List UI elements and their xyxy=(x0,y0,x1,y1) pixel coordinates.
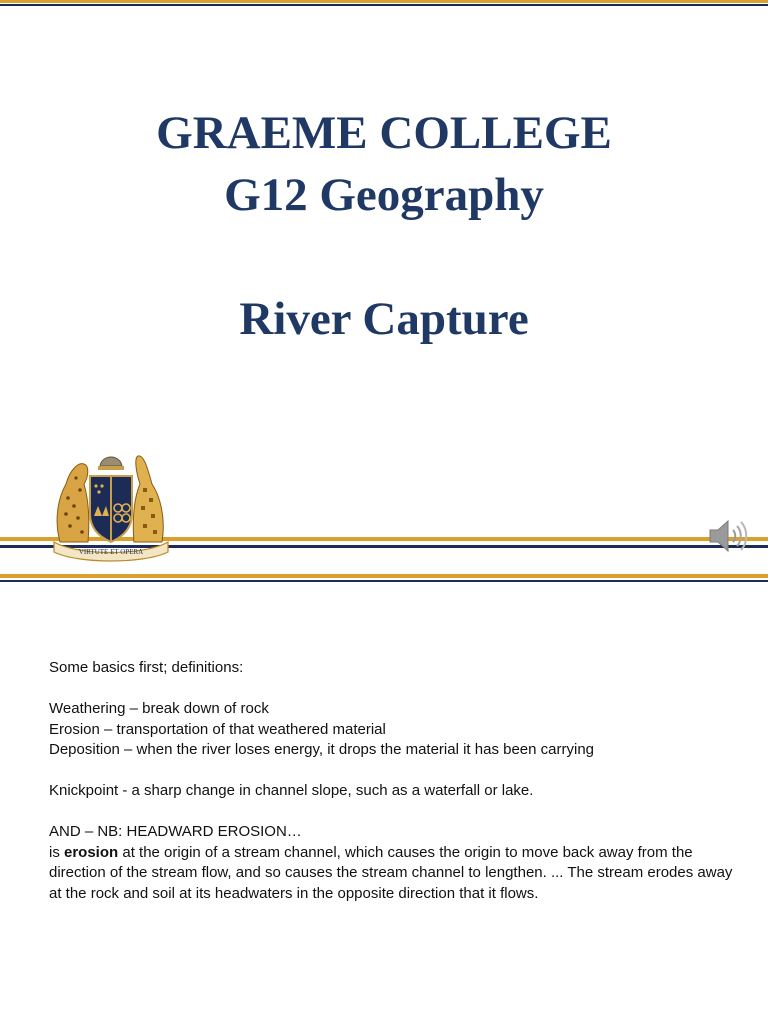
notes-intro: Some basics first; definitions: xyxy=(49,659,244,676)
speaker-icon[interactable] xyxy=(706,516,748,556)
bottom-gold-rule xyxy=(0,574,768,578)
top-navy-rule xyxy=(0,4,768,6)
slide-notes xyxy=(49,658,749,904)
slide-title: GRAEME COLLEGE xyxy=(156,107,612,159)
slide-course: G12 Geography xyxy=(224,169,544,221)
paragraph-body: at the origin of a stream channel, which causes the origin to move back away from the direction of the stream flow, and so causes the stream channel to lengthen. ... The stream erodes away at the rock and soil at its headwaters in the opposite direction that it flows. xyxy=(49,843,733,902)
definition-deposition: Deposition – when the river loses energy, it drops the material it has been carrying xyxy=(49,741,595,758)
headward-erosion-heading: AND – NB: HEADWARD EROSION… xyxy=(49,823,302,840)
college-crest-icon xyxy=(48,448,174,562)
bottom-navy-rule xyxy=(0,580,768,582)
definition-weathering: Weathering – break down of rock xyxy=(49,700,269,717)
headward-erosion-paragraph xyxy=(49,843,749,905)
definition-knickpoint: Knickpoint - a sharp change in channel slope, such as a waterfall or lake. xyxy=(49,782,534,799)
definition-erosion: Erosion – transportation of that weathered material xyxy=(49,720,386,738)
paragraph-bold-term: erosion xyxy=(64,843,119,861)
top-gold-rule xyxy=(0,0,768,3)
paragraph-prefix: is xyxy=(49,843,64,861)
slide-subtitle: River Capture xyxy=(239,293,529,345)
crest-motto: VIRTUTE ET OPERA xyxy=(78,548,144,556)
